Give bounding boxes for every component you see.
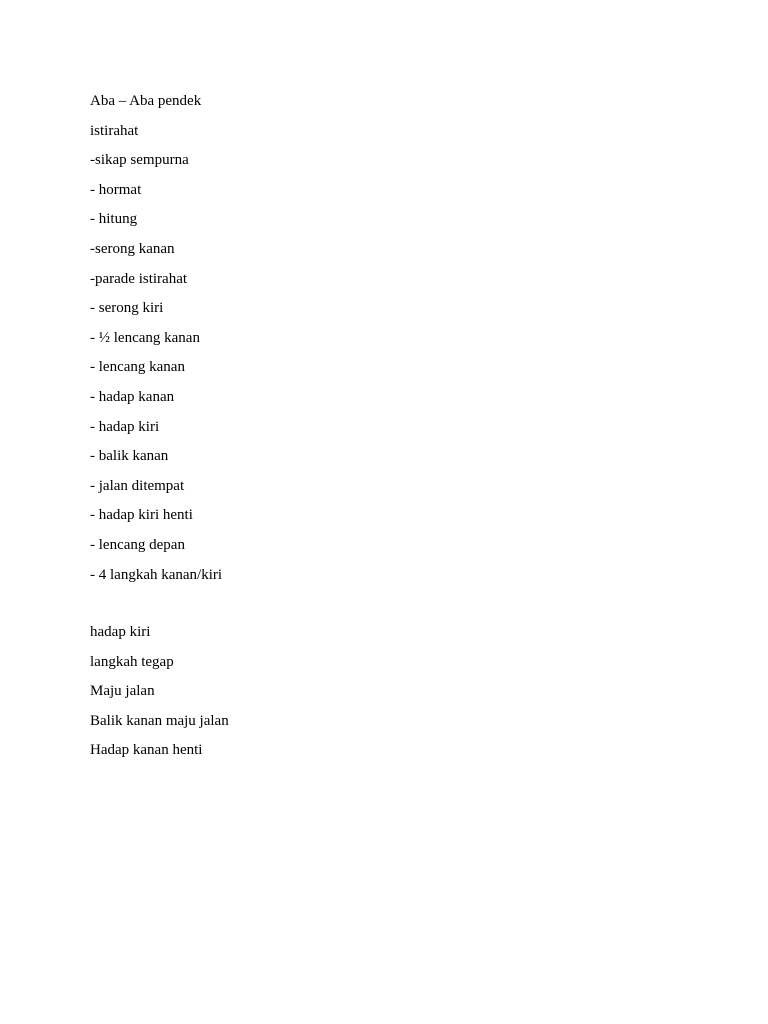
list-item: - balik kanan	[90, 448, 169, 465]
list-item: Hadap kanan henti	[90, 742, 203, 759]
document-heading: Aba – Aba pendek	[90, 93, 202, 109]
document-body	[90, 92, 690, 771]
list-item: istirahat	[90, 122, 139, 139]
list-item: - hadap kiri	[90, 418, 160, 435]
list-item: - jalan ditempat	[90, 477, 185, 494]
list-item: -serong kanan	[90, 240, 175, 257]
list-item: - hadap kanan	[90, 388, 175, 405]
list-item: - serong kiri	[90, 300, 164, 317]
list-item: - hadap kiri henti	[90, 507, 193, 524]
list-item: - lencang kanan	[90, 359, 185, 376]
list-item: - hormat	[90, 181, 142, 198]
list-item: langkah tegap	[90, 653, 174, 670]
list-item: - hitung	[90, 211, 138, 228]
list-item: -parade istirahat	[90, 270, 188, 287]
list-item: -sikap sempurna	[90, 152, 189, 169]
list-item: Maju jalan	[90, 683, 155, 700]
list-item: Balik kanan maju jalan	[90, 712, 229, 729]
list-item: - lencang depan	[90, 536, 185, 553]
list-item: - ½ lencang kanan	[90, 329, 200, 346]
list-item: hadap kiri	[90, 624, 151, 641]
list-item: - 4 langkah kanan/kiri	[90, 566, 223, 583]
paragraph-gap	[90, 595, 690, 623]
